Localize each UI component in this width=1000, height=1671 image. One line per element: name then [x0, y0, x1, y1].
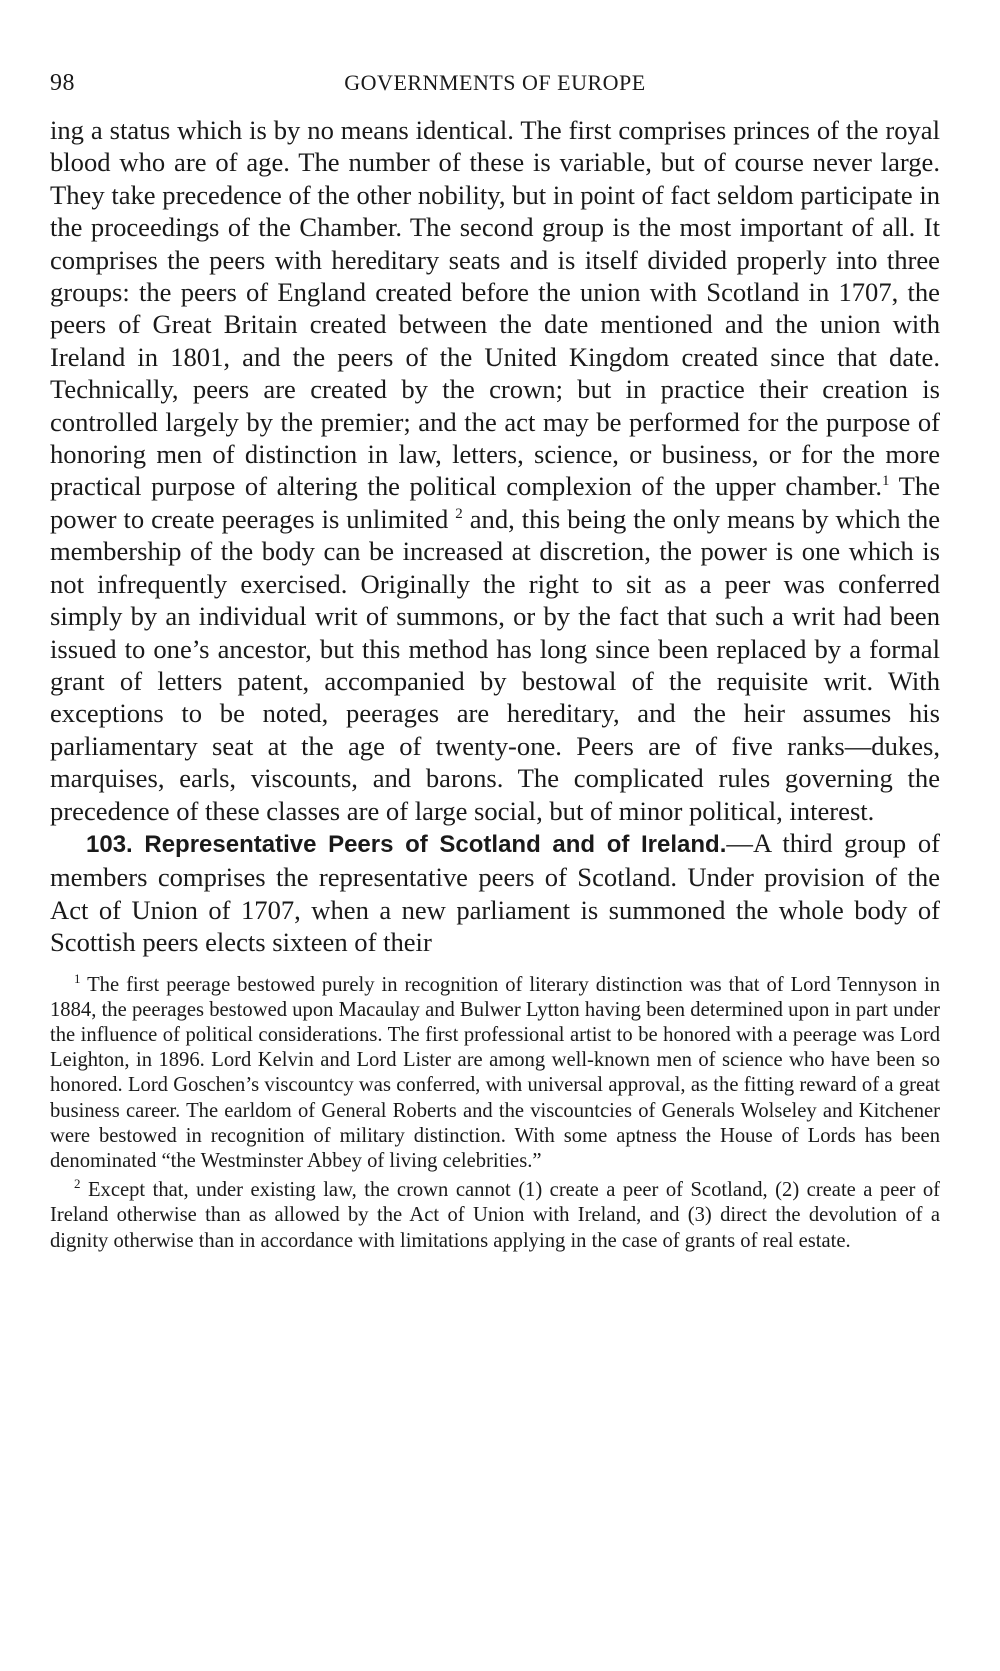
footnotes — [50, 970, 940, 1254]
paragraph-text: The power to create peerages is unlimited — [50, 471, 940, 534]
footnote-ref-1: 1 — [882, 473, 890, 490]
footnote-text: The first peerage bestowed purely in recognition of literary distinction was that of Lord Tennyson in 1884, the peerages bestowed upon Macaulay and Bulwer Lytton having been determined upon in part under the influence of political considerations. The first professional artist to be honored with a peerage was Lord Leighton, in 1896. Lord Kelvin and Lord Lister are among well-known men of science who have been so honored. Lord Goschen’s viscountcy was conferred, with universal approval, as the fitting reward of a great business career. The earldom of General Roberts and the viscountcies of Generals Wolseley and Kitchener were bestowed in recognition of military distinction. With some aptness the House of Lords has been denominated “the Westminster Abbey of living celebrities.” — [50, 973, 940, 1172]
book-page — [50, 70, 940, 1258]
running-head — [50, 70, 940, 114]
footnote-marker: 1 — [74, 970, 81, 986]
section-paragraph — [50, 827, 940, 959]
paragraph-text: and, this being the only means by which the membership of the body can be increased at discretion, the power is one which is not infrequently exercised. Originally the right to sit as a peer was conferred simply by an individual writ of summons, or by the fact that such a writ had been issued to one’s ancestor, but this method has long since been replaced by a formal grant of letters patent, accompanied by bestowal of the requisite writ. With exceptions to be noted, peerages are hereditary, and the heir assumes his parliamentary seat at the age of twenty-one. Peers are of five ranks—dukes, marquises, earls, viscounts, and barons. The complicated rules governing the precedence of these classes are of large social, but of minor political, interest. — [50, 503, 941, 826]
section-text: —A third group of members comprises the representative peers of Scotland. Under provision of the Act of Union of 1707, when a new parliament is summoned the whole body of Scottish peers elects sixteen of their — [50, 827, 941, 958]
page-number: 98 — [50, 70, 75, 96]
paragraph — [50, 114, 940, 827]
body-text — [50, 114, 940, 959]
footnote-ref-2: 2 — [455, 506, 463, 523]
footnote-2 — [50, 1178, 940, 1254]
running-title: GOVERNMENTS OF EUROPE — [344, 70, 646, 95]
paragraph-text: ing a status which is by no means identical. The first comprises princes of the royal blood who are of age. The number of these is variable, but of course never large. They take precedence of the other nobility, but in point of fact seldom participate in the proceedings of the Chamber. The second group is the most important of all. It comprises the peers with hereditary seats and is itself divided properly into three groups: the peers of England created before the union with Scotland in 1707, the peers of Great Britain created between the date mentioned and the union with Ireland in 1801, and the peers of the United Kingdom created since that date. Technically, peers are created by the crown; but in practice their creation is controlled largely by the premier; and the act may be performed for the purpose of honoring men of distinction in law, letters, science, or business, or for the more practical purpose of altering the political complexion of the upper chamber. — [50, 115, 940, 502]
footnote-1 — [50, 970, 940, 1175]
footnote-text: Except that, under existing law, the crown cannot (1) create a peer of Scotland, (2) create a peer of Ireland otherwise than as allowed by the Act of Union with Ireland, and (3) direct the devolution of a dignity otherwise than in accordance with limitations applying in the case of grants of real estate. — [50, 1179, 940, 1252]
section-heading: 103. Representative Peers of Scotland and of Ireland. — [86, 830, 727, 858]
footnote-marker: 2 — [74, 1176, 81, 1192]
